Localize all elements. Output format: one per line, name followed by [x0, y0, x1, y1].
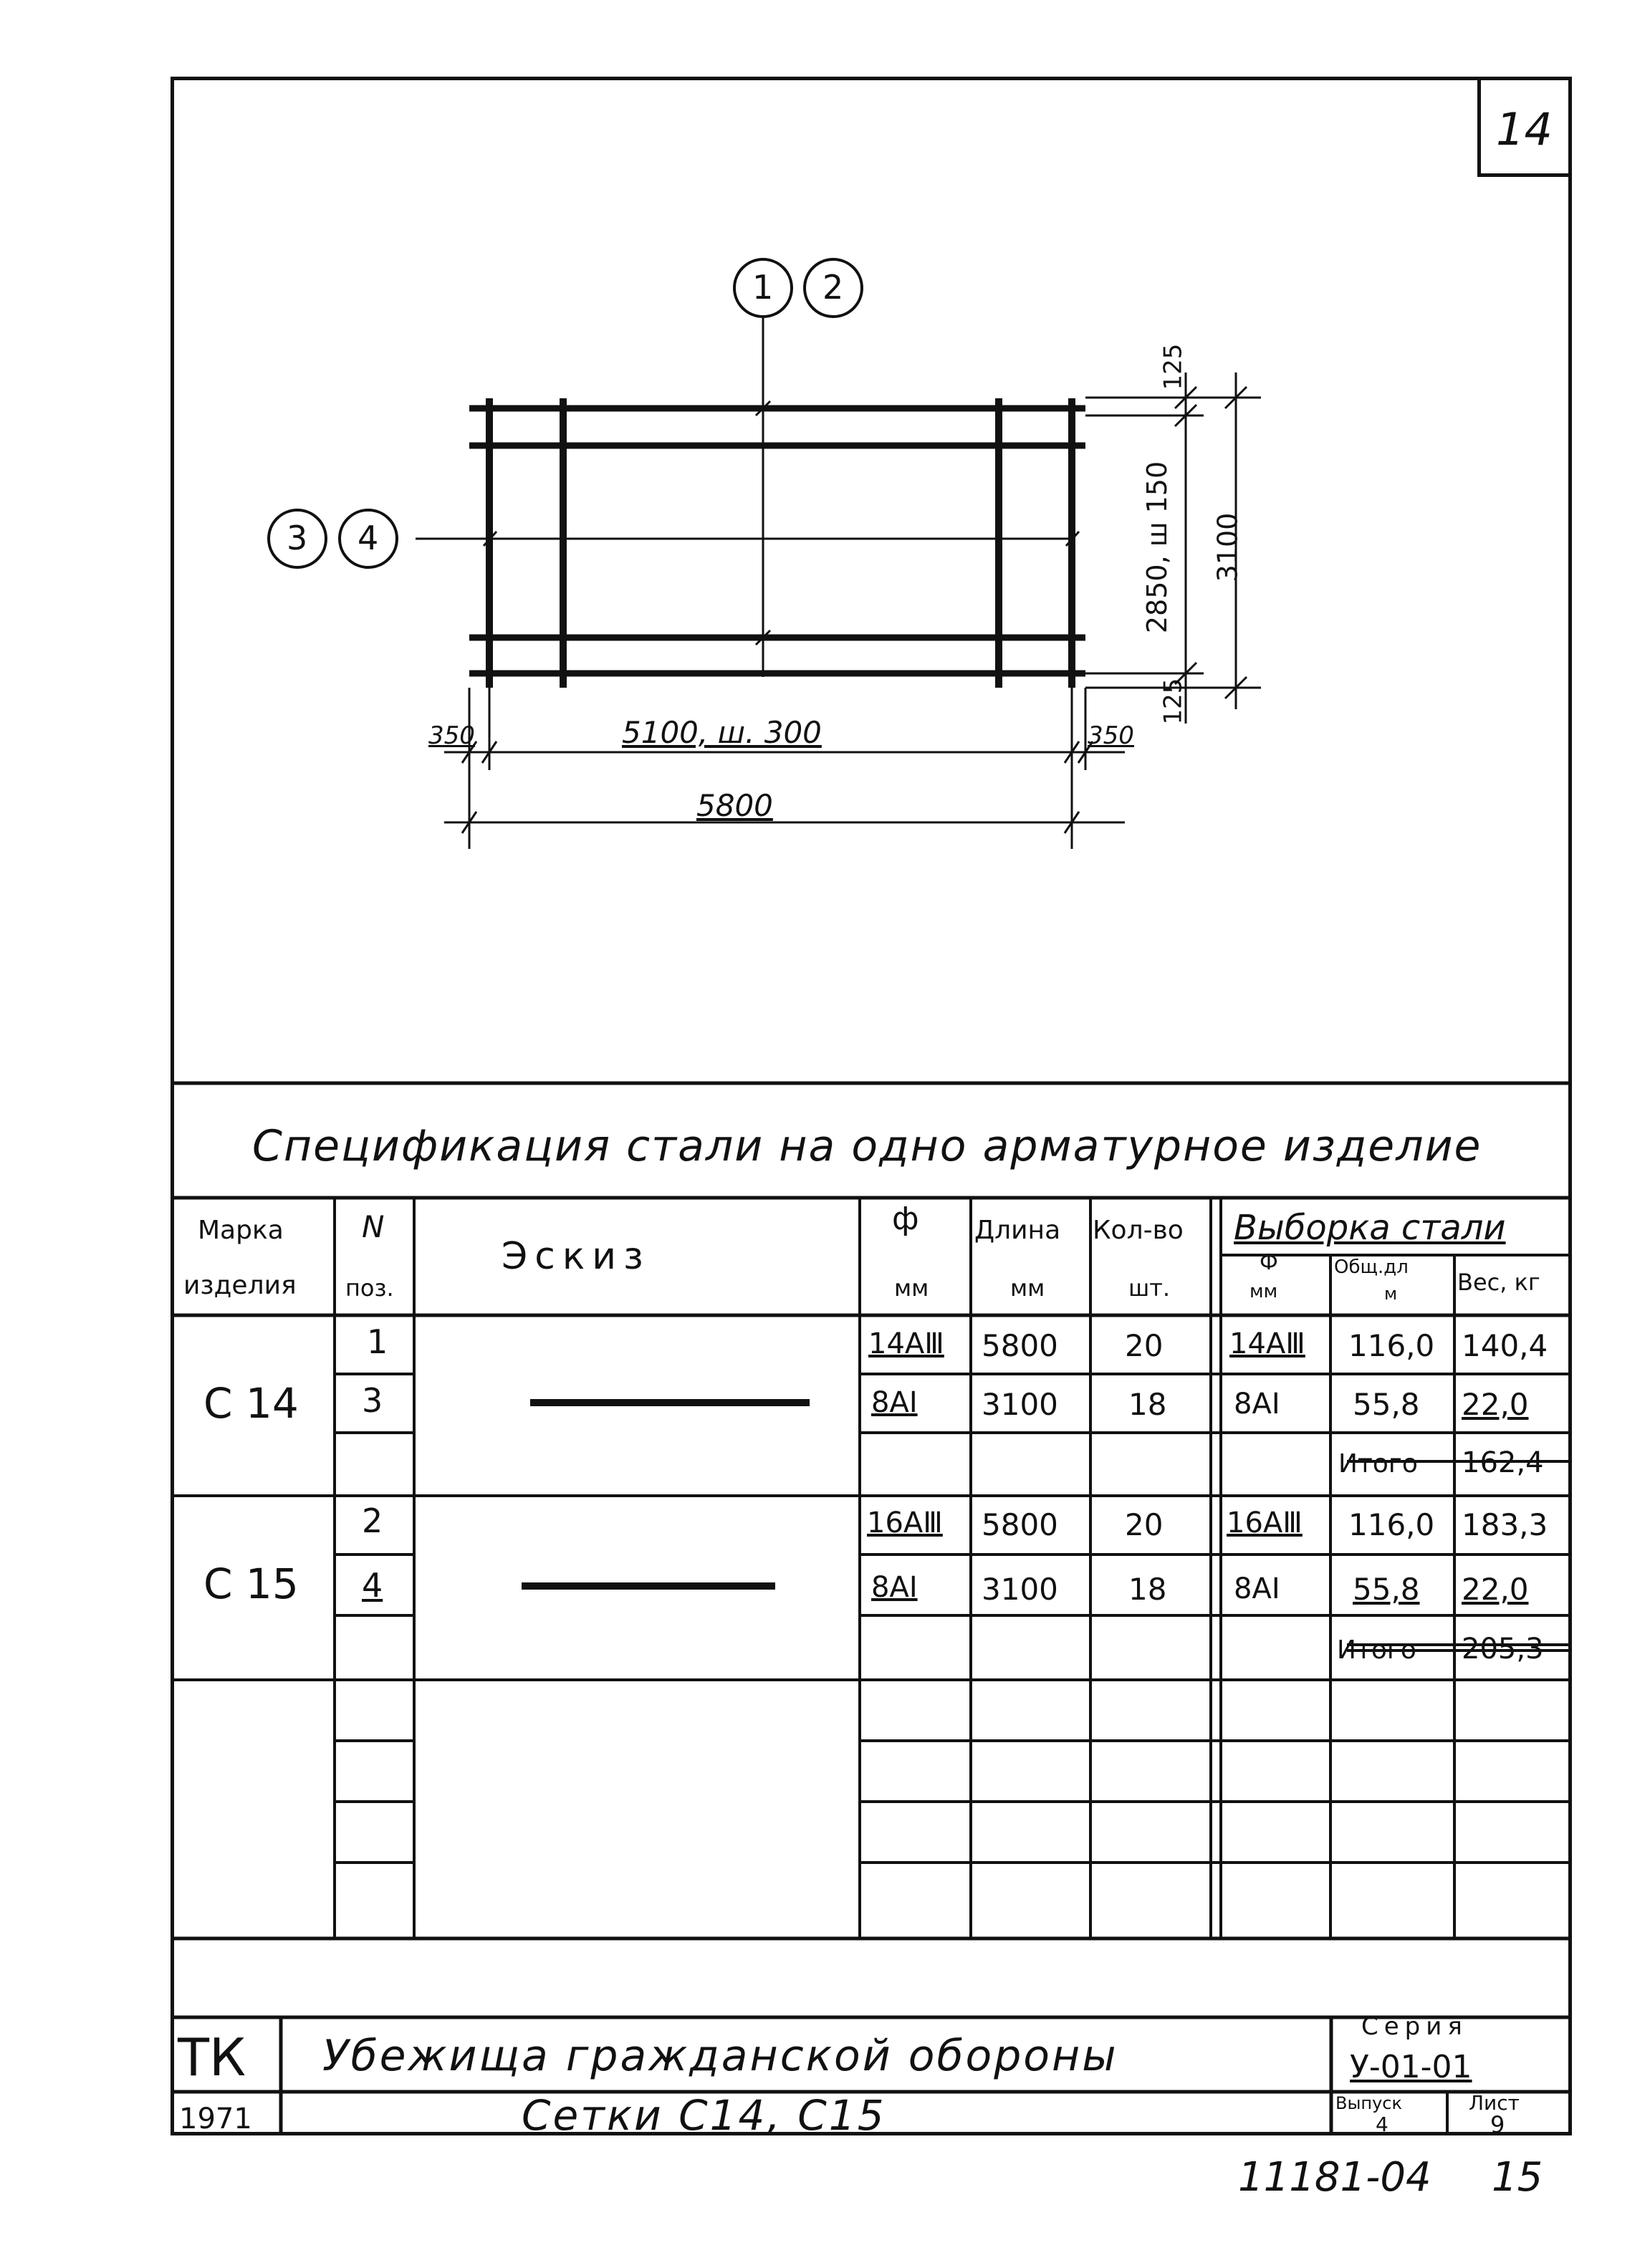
row-pos: 2: [362, 1501, 383, 1540]
row-total-len: 55,8: [1353, 1387, 1420, 1422]
row-qty: 18: [1128, 1572, 1167, 1607]
issue-label: Выпуск: [1335, 2093, 1402, 2113]
row-dia: 8АI: [871, 1571, 918, 1604]
row-weight: 22,0: [1462, 1572, 1529, 1607]
row-sel-dia: 14АⅢ: [1229, 1327, 1305, 1360]
row-weight: 22,0: [1462, 1387, 1529, 1422]
spec-title: Спецификация стали на одно арматурное изделие: [252, 1121, 1482, 1171]
sheet-value: 9: [1490, 2111, 1505, 2138]
sheet-label: Лист: [1469, 2091, 1520, 2115]
row-dia: 14АⅢ: [868, 1327, 944, 1360]
row-total-len: 116,0: [1348, 1507, 1435, 1542]
dim-5800: 5800: [696, 788, 773, 823]
callout-4-label: 4: [358, 519, 379, 557]
row-total-len: 116,0: [1348, 1328, 1435, 1363]
row-weight: 140,4: [1462, 1328, 1548, 1363]
header-dia-1: ф: [892, 1201, 919, 1237]
row-sel-dia: 16АⅢ: [1227, 1507, 1303, 1539]
product-mark: С 14: [203, 1379, 299, 1428]
row-qty: 20: [1125, 1507, 1164, 1542]
footer-page: 15: [1492, 2154, 1543, 2201]
issue-value: 4: [1376, 2113, 1388, 2136]
row-len: 5800: [982, 1328, 1058, 1363]
total-label: Итого: [1338, 1449, 1418, 1479]
row-pos: 1: [367, 1322, 388, 1361]
callout-3-label: 3: [287, 519, 308, 557]
dim-125-top: 125: [1159, 343, 1188, 390]
header-len-1: Длина: [974, 1216, 1061, 1245]
header-selection: Выборка стали: [1234, 1208, 1506, 1248]
product-mark: С 15: [203, 1560, 299, 1608]
subject-title: Убежища гражданской обороны: [322, 2031, 1118, 2081]
row-qty: 18: [1128, 1387, 1167, 1422]
header-qty-2: шт.: [1128, 1274, 1171, 1302]
sheet-number: 14: [1496, 103, 1553, 155]
callout-1-label: 1: [752, 268, 774, 307]
row-pos: 3: [362, 1381, 383, 1420]
row-pos: 4: [362, 1566, 383, 1605]
row-dia: 8АI: [871, 1386, 918, 1419]
total-value: 205,3: [1462, 1633, 1544, 1666]
series-label: Серия: [1361, 2012, 1468, 2041]
footer-code: 11181-04: [1238, 2154, 1431, 2201]
header-len-2: мм: [1010, 1274, 1045, 1302]
dim-350-right: 350: [1088, 721, 1134, 750]
year-label: 1971: [179, 2103, 252, 2135]
org-label: ТК: [178, 2027, 246, 2087]
total-value: 162,4: [1462, 1446, 1544, 1479]
header-qty-1: Кол-во: [1093, 1216, 1184, 1245]
header-mark-2: изделия: [183, 1271, 297, 1300]
header-pos-2: поз.: [345, 1274, 394, 1302]
header-sketch: Эскиз: [502, 1235, 651, 1278]
dim-3100: 3100: [1212, 512, 1244, 582]
total-label: Итого: [1337, 1635, 1416, 1665]
header-sel-dia-2: мм: [1250, 1281, 1278, 1302]
header-sel-total-2: м: [1384, 1284, 1398, 1304]
header-sel-total-1: Общ.дл: [1334, 1256, 1409, 1278]
dim-pitch-horizontal: 5100, ш. 300: [622, 715, 822, 750]
row-len: 3100: [982, 1387, 1058, 1422]
header-pos-1: N: [362, 1209, 385, 1244]
row-dia: 16АⅢ: [867, 1507, 943, 1539]
header-dia-2: мм: [894, 1274, 929, 1302]
dim-125-bottom: 125: [1159, 678, 1188, 725]
row-qty: 20: [1125, 1328, 1164, 1363]
row-len: 5800: [982, 1507, 1058, 1542]
sheet-title: Сетки С14, С15: [522, 2091, 886, 2140]
dim-pitch-vertical: 2850, ш 150: [1141, 461, 1174, 634]
row-weight: 183,3: [1462, 1507, 1548, 1542]
dim-350-left: 350: [428, 721, 475, 750]
row-len: 3100: [982, 1572, 1058, 1607]
series-value: У-01-01: [1350, 2049, 1472, 2085]
row-sel-dia: 8АI: [1234, 1388, 1280, 1421]
header-mark-1: Марка: [198, 1216, 284, 1245]
callout-2-label: 2: [822, 268, 844, 307]
header-sel-dia-1: Ф: [1260, 1250, 1278, 1275]
header-sel-weight: Вес, кг: [1457, 1269, 1540, 1296]
row-sel-dia: 8АI: [1234, 1572, 1280, 1605]
row-total-len: 55,8: [1353, 1572, 1420, 1607]
